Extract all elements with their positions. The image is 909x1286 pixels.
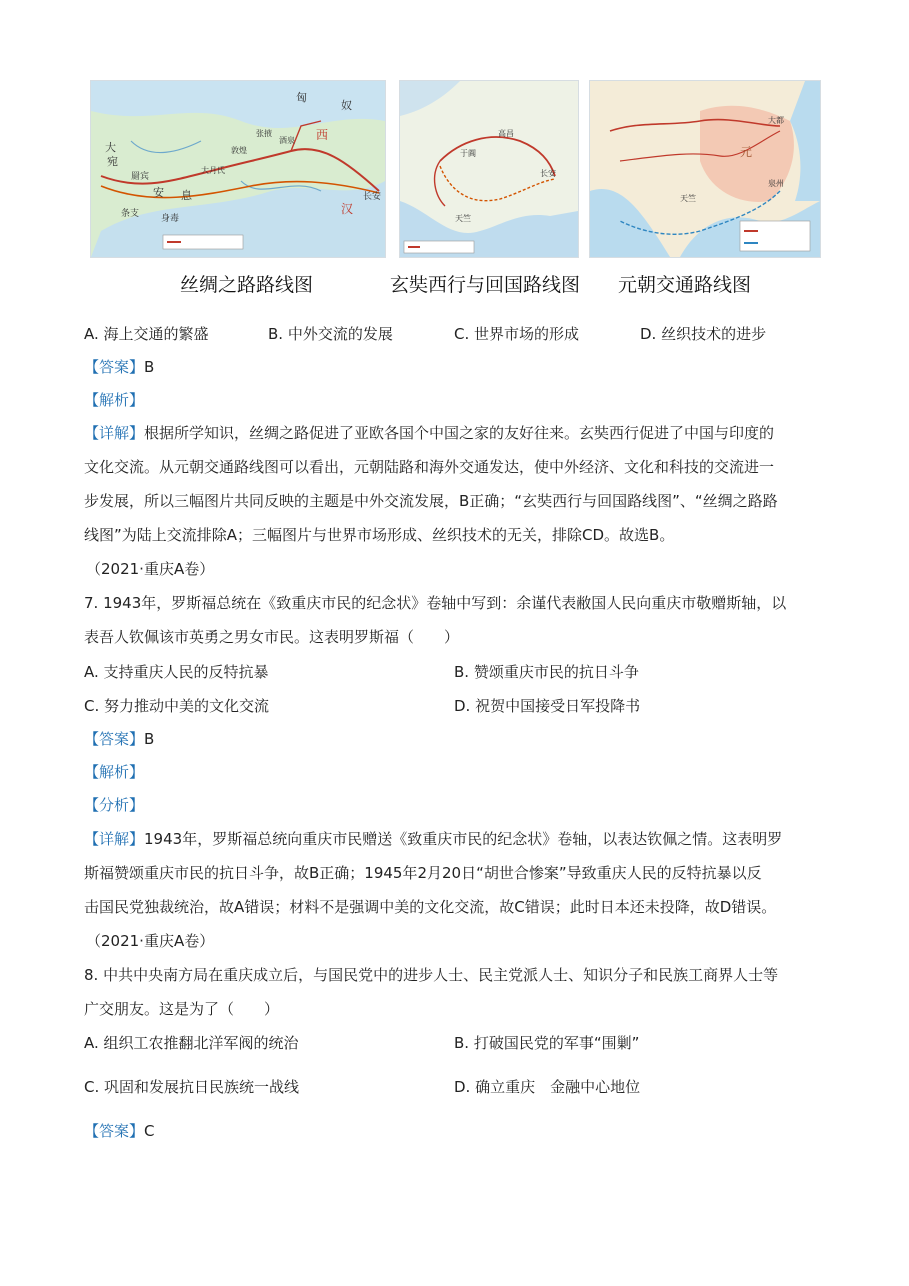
map2-label: 高昌 [498, 129, 514, 138]
q7-answer [84, 729, 154, 749]
q8-stem-line: 8. 中共中央南方局在重庆成立后，与国民党中的进步人士、民主党派人士、知识分子和民族工商界人士等 [84, 966, 779, 984]
q7-source: （2021·重庆A卷） [86, 560, 215, 578]
q8-answer [84, 1121, 155, 1141]
map1-label: 息 [181, 189, 192, 202]
map2-label: 于阗 [460, 149, 476, 158]
q7-stem-line: 7. 1943年，罗斯福总统在《致重庆市民的纪念状》卷轴中写到：余谨代表敝国人民向重庆市敬赠斯轴，以 [84, 594, 787, 612]
q7-detail-line: 斯福赞颂重庆市民的抗日斗争，故B正确；1945年2月20日“胡世合惨案”导致重庆人民的反特抗暴以反 [84, 864, 762, 882]
map1-label: 酒泉 [279, 136, 295, 145]
analysis-tag: 【解析】 [84, 391, 145, 409]
q7-detail-line [84, 829, 782, 849]
q6-option-b: B. 中外交流的发展 [268, 325, 393, 343]
yuan-route-map [589, 80, 821, 258]
q6-option-a: A. 海上交通的繁盛 [84, 325, 209, 343]
q7-analysis-heading [84, 762, 144, 782]
map1-label: 身毒 [161, 214, 180, 224]
detail-text: 1943年，罗斯福总统向重庆市民赠送《致重庆市民的纪念状》卷轴，以表达钦佩之情。这表明罗 [144, 830, 783, 848]
q6-option-c: C. 世界市场的形成 [454, 325, 580, 343]
answer-tag: 【答案】 [84, 730, 145, 748]
q7-detail-line: 击国民党独裁统治，故A错误；材料不是强调中美的文化交流，故C错误；此时日本还未投降，故D错误。 [84, 898, 777, 916]
xuanzang-route-map [399, 80, 579, 258]
map1-label: 安 [153, 186, 164, 199]
detail-text: 根据所学知识，丝绸之路促进了亚欧各国个中国之家的友好往来。玄奘西行促进了中国与印度的 [144, 424, 775, 442]
detail-tag: 【详解】 [84, 424, 145, 442]
map2-caption: 玄奘西行与回国路线图 [390, 274, 581, 296]
map3-label: 元 [740, 145, 753, 159]
map3-label: 大都 [768, 116, 784, 125]
map3-label: 天竺 [680, 194, 696, 203]
answer-value: B [144, 730, 155, 748]
map3-label: 泉州 [768, 179, 784, 188]
q8-option-a: A. 组织工农推翻北洋军阀的统治 [84, 1034, 299, 1052]
map1-label: 大月氏 [201, 166, 225, 175]
map2-label: 长安 [540, 169, 556, 178]
q7-option-d: D. 祝贺中国接受日军投降书 [454, 697, 641, 715]
q7-stem-line: 表吾人钦佩该市英勇之男女市民。这表明罗斯福（ ） [84, 628, 460, 646]
q6-analysis-heading [84, 390, 144, 410]
detail-tag: 【详解】 [84, 830, 145, 848]
map1-label: 罽宾 [131, 172, 150, 182]
fenxi-tag: 【分析】 [84, 796, 145, 814]
answer-value: B [144, 358, 155, 376]
analysis-tag: 【解析】 [84, 763, 145, 781]
answer-tag: 【答案】 [84, 1122, 145, 1140]
maps-figure [90, 80, 820, 260]
answer-tag: 【答案】 [84, 358, 145, 376]
q7-option-b: B. 赞颂重庆市民的抗日斗争 [454, 663, 639, 681]
map1-label: 匈 [296, 91, 307, 104]
silk-road-map [90, 80, 386, 258]
map3-caption: 元朝交通路线图 [618, 274, 752, 296]
map1-label: 条支 [121, 209, 140, 219]
q6-detail-line: 线图”为陆上交流排除A；三幅图片与世界市场形成、丝织技术的无关，排除CD。故选B。 [84, 526, 675, 544]
map1-label: 大 [105, 141, 116, 154]
q6-detail-line: 步发展，所以三幅图片共同反映的主题是中外交流发展，B正确；“玄奘西行与回国路线图”、“丝绸之路路 [84, 492, 778, 510]
map1-label: 张掖 [256, 129, 272, 138]
q8-option-c: C. 巩固和发展抗日民族统一战线 [84, 1078, 300, 1096]
q7-option-c: C. 努力推动中美的文化交流 [84, 697, 270, 715]
map1-label: 奴 [341, 99, 352, 112]
q6-detail-line: 文化交流。从元朝交通路线图可以看出，元朝陆路和海外交通发达，使中外经济、文化和科技的交流进一 [84, 458, 775, 476]
q6-answer [84, 357, 154, 377]
map1-label: 西 [316, 128, 329, 142]
map1-label: 汉 [341, 202, 354, 216]
map1-label: 敦煌 [231, 146, 247, 155]
q7-option-a: A. 支持重庆人民的反特抗暴 [84, 663, 269, 681]
q8-option-d: D. 确立重庆 金融中心地位 [454, 1078, 641, 1096]
q6-detail-line [84, 423, 774, 443]
map1-label: 长安 [363, 192, 382, 202]
map2-label: 天竺 [455, 214, 471, 223]
answer-value: C [144, 1122, 155, 1140]
q8-stem-line: 广交朋友。这是为了（ ） [84, 1000, 280, 1018]
map1-label: 宛 [107, 155, 118, 168]
q8-option-b: B. 打破国民党的军事“围剿” [454, 1034, 640, 1052]
q7-fenxi-heading [84, 795, 144, 815]
q8-source: （2021·重庆A卷） [86, 932, 215, 950]
q6-option-d: D. 丝织技术的进步 [640, 325, 767, 343]
map1-caption: 丝绸之路路线图 [180, 274, 314, 296]
